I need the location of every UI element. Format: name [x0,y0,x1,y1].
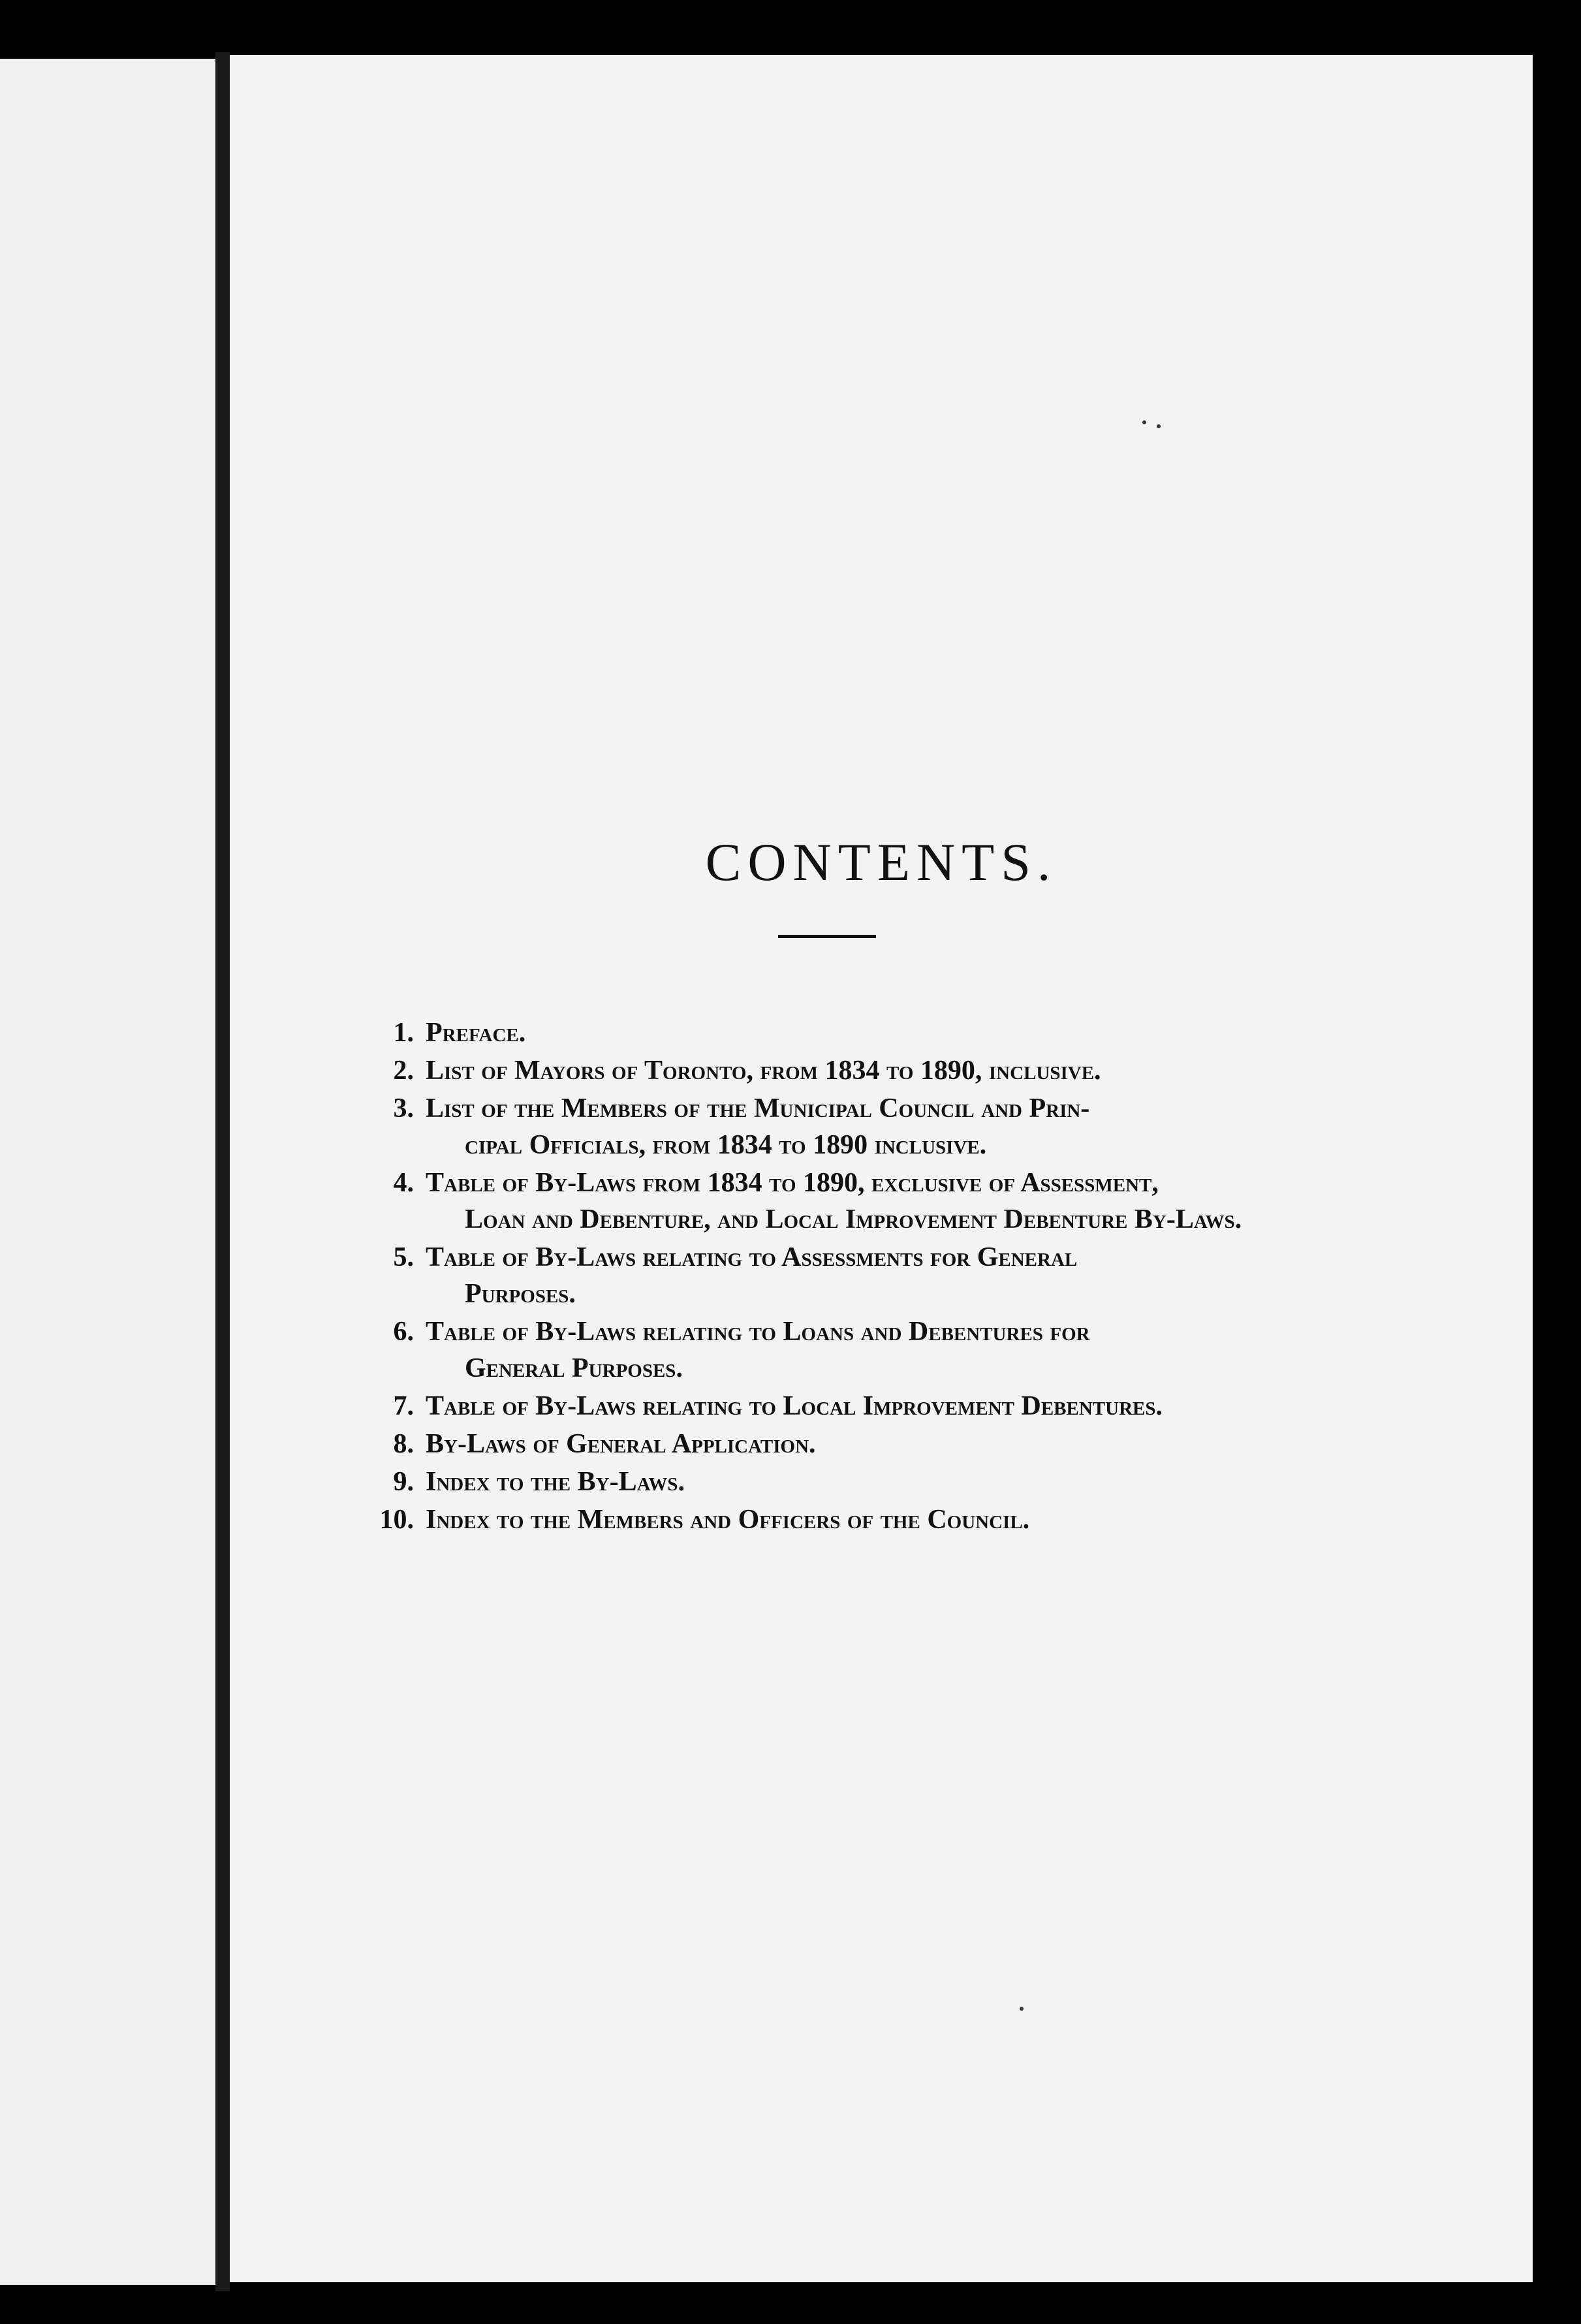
item-number: 3. [393,1093,414,1123]
item-number: 5. [393,1242,414,1272]
item-number: 10. [379,1505,414,1535]
facing-page [0,59,215,2285]
print-speck [1020,2007,1024,2011]
contents-item [360,1090,1326,1163]
item-text: Table of By-Laws relating to Local Improvement Debentures. [426,1391,1163,1421]
contents-list [360,1014,1326,1539]
contents-item [360,1313,1326,1387]
page-title: CONTENTS. [705,832,1057,892]
contents-item [360,1165,1326,1238]
print-speck [1142,420,1146,424]
contents-item [360,1239,1326,1312]
item-number: 2. [393,1056,414,1086]
item-text: List of the Members of the Municipal Council and Prin- [426,1093,1090,1123]
item-number: 9. [393,1467,414,1497]
item-number: 4. [393,1168,414,1198]
document-page [230,55,1533,2282]
item-text: Index to the By-Laws. [426,1467,685,1497]
contents-item [360,1052,1326,1089]
contents-item [360,1501,1326,1538]
item-text: Table of By-Laws relating to Loans and Debentures for [426,1317,1090,1347]
item-number: 1. [393,1018,414,1048]
item-continuation: cipal Officials, from 1834 to 1890 inclusive. [465,1130,987,1160]
contents-item [360,1014,1326,1051]
book-gutter [215,52,230,2291]
item-text: List of Mayors of Toronto, from 1834 to 1890, inclusive. [426,1056,1101,1086]
item-continuation: General Purposes. [465,1353,683,1383]
item-number: 7. [393,1391,414,1421]
print-speck [1157,424,1161,428]
item-text: Table of By-Laws from 1834 to 1890, exclusive of Assessment, [426,1168,1159,1198]
item-number: 8. [393,1429,414,1459]
contents-item [360,1464,1326,1500]
contents-item [360,1426,1326,1462]
item-continuation: Purposes. [465,1279,576,1309]
item-text: By-Laws of General Application. [426,1429,816,1459]
item-text: Table of By-Laws relating to Assessments for General [426,1242,1078,1272]
contents-item [360,1388,1326,1424]
item-text: Index to the Members and Officers of the Council. [426,1505,1030,1535]
item-number: 6. [393,1317,414,1347]
title-rule [778,935,876,938]
item-continuation: Loan and Debenture, and Local Improvement Debenture By-Laws. [465,1204,1242,1234]
item-text: Preface. [426,1018,526,1048]
